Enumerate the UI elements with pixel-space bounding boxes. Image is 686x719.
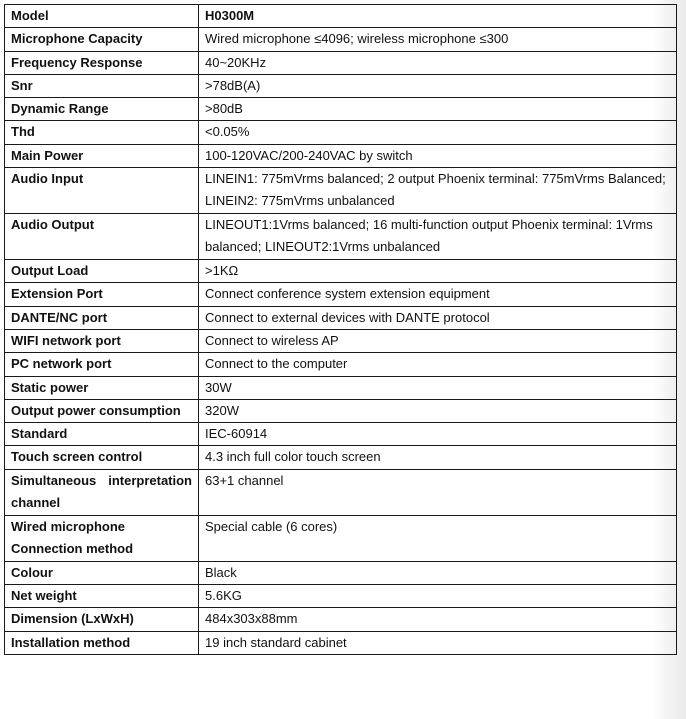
table-row	[5, 376, 677, 399]
row-value: <0.05%	[199, 121, 677, 144]
table-row	[5, 423, 677, 446]
row-label: Static power	[5, 376, 199, 399]
row-label: Frequency Response	[5, 51, 199, 74]
row-value: IEC-60914	[199, 423, 677, 446]
row-label: Output power consumption	[5, 399, 199, 422]
row-label: Model	[5, 5, 199, 28]
row-value: 5.6KG	[199, 585, 677, 608]
row-label: Thd	[5, 121, 199, 144]
row-value: >80dB	[199, 98, 677, 121]
row-label: Snr	[5, 74, 199, 97]
row-value: Connect to the computer	[199, 353, 677, 376]
row-label: Standard	[5, 423, 199, 446]
table-row	[5, 144, 677, 167]
row-label: Simultaneous interpretation channel	[5, 469, 199, 515]
table-row	[5, 561, 677, 584]
row-label: Installation method	[5, 631, 199, 654]
row-value: 40~20KHz	[199, 51, 677, 74]
row-value: Connect conference system extension equipment	[199, 283, 677, 306]
table-row	[5, 329, 677, 352]
spec-table	[4, 4, 677, 655]
row-value: LINEIN1: 775mVrms balanced; 2 output Phoenix terminal: 775mVrms Balanced; LINEIN2: 775mVrms unbalanced	[199, 168, 677, 214]
row-value: LINEOUT1:1Vrms balanced; 16 multi-function output Phoenix terminal: 1Vrms balanced; LINEOUT2:1Vrms unbalanced	[199, 214, 677, 260]
row-value: >1KΩ	[199, 260, 677, 283]
row-value: 4.3 inch full color touch screen	[199, 446, 677, 469]
table-row	[5, 74, 677, 97]
table-row	[5, 631, 677, 654]
row-value: Black	[199, 561, 677, 584]
table-row	[5, 353, 677, 376]
row-label: Extension Port	[5, 283, 199, 306]
row-value: 19 inch standard cabinet	[199, 631, 677, 654]
row-label: PC network port	[5, 353, 199, 376]
row-label: Output Load	[5, 260, 199, 283]
row-value: Connect to external devices with DANTE protocol	[199, 306, 677, 329]
table-row	[5, 283, 677, 306]
row-label: Microphone Capacity	[5, 28, 199, 51]
row-value: Special cable (6 cores)	[199, 515, 677, 561]
row-label: Wired microphone Connection method	[5, 515, 199, 561]
row-label: Main Power	[5, 144, 199, 167]
table-row	[5, 260, 677, 283]
table-row	[5, 306, 677, 329]
row-value: H0300M	[199, 5, 677, 28]
row-value: >78dB(A)	[199, 74, 677, 97]
table-row	[5, 446, 677, 469]
row-value: 63+1 channel	[199, 469, 677, 515]
row-value: Connect to wireless AP	[199, 329, 677, 352]
table-row	[5, 515, 677, 561]
row-label: Dynamic Range	[5, 98, 199, 121]
row-value: 484x303x88mm	[199, 608, 677, 631]
table-row	[5, 585, 677, 608]
row-label: Dimension (LxWxH)	[5, 608, 199, 631]
table-row	[5, 168, 677, 214]
row-label: DANTE/NC port	[5, 306, 199, 329]
table-row	[5, 469, 677, 515]
row-value: Wired microphone ≤4096; wireless microphone ≤300	[199, 28, 677, 51]
table-row	[5, 51, 677, 74]
row-value: 100-120VAC/200-240VAC by switch	[199, 144, 677, 167]
row-value: 30W	[199, 376, 677, 399]
table-row	[5, 5, 677, 28]
row-label: Touch screen control	[5, 446, 199, 469]
row-value: 320W	[199, 399, 677, 422]
row-label: WIFI network port	[5, 329, 199, 352]
table-row	[5, 399, 677, 422]
row-label: Audio Output	[5, 214, 199, 260]
table-row	[5, 121, 677, 144]
table-row	[5, 28, 677, 51]
table-row	[5, 214, 677, 260]
row-label: Net weight	[5, 585, 199, 608]
table-row	[5, 608, 677, 631]
table-row	[5, 98, 677, 121]
row-label: Audio Input	[5, 168, 199, 214]
row-label: Colour	[5, 561, 199, 584]
